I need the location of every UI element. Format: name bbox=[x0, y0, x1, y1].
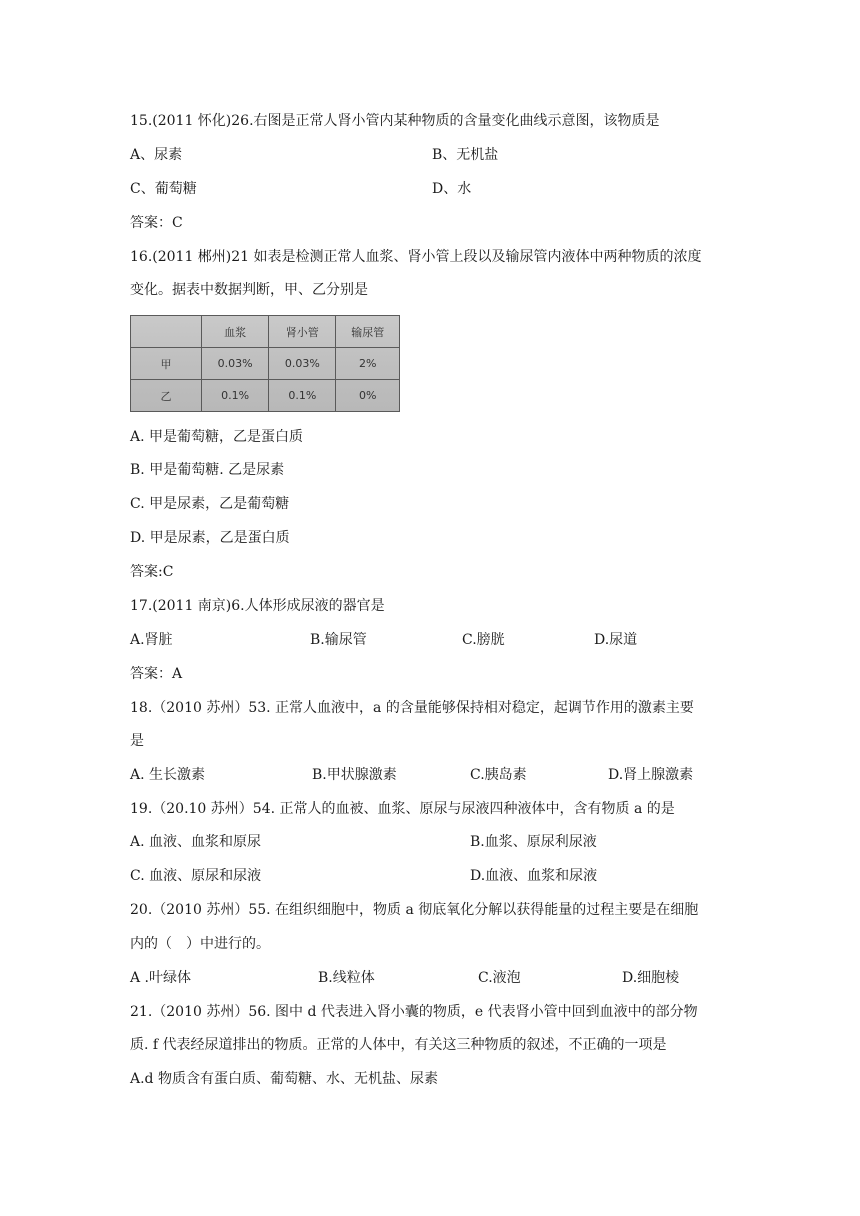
q15-option-b: B、无机盐 bbox=[432, 147, 499, 163]
table-cell: 0.1% bbox=[202, 380, 269, 412]
q20-option-c: C.液泡 bbox=[478, 970, 521, 986]
q16-option-c: C. 甲是尿素，乙是葡萄糖 bbox=[130, 496, 290, 512]
q17-option-b: B.输尿管 bbox=[310, 632, 367, 648]
q15-option-a: A、尿素 bbox=[130, 147, 183, 163]
q18-stem-line2: 是 bbox=[130, 733, 144, 749]
table-row bbox=[131, 348, 400, 380]
table-cell: 2% bbox=[336, 348, 400, 380]
q20-option-d: D.细胞棱 bbox=[622, 970, 680, 986]
table-cell: 0.03% bbox=[269, 348, 336, 380]
table-header-cell bbox=[131, 316, 202, 348]
q15-stem: 15.(2011 怀化)26.右图是正常人肾小管内某种物质的含量变化曲线示意图，该物质是 bbox=[130, 113, 660, 129]
q15-answer: 答案：C bbox=[130, 215, 183, 231]
q18-option-d: D.肾上腺激素 bbox=[608, 767, 694, 783]
concentration-table bbox=[130, 315, 400, 412]
table-header-row bbox=[131, 316, 400, 348]
q20-stem-line2: 内的（ ）中进行的。 bbox=[130, 936, 270, 952]
q21-option-a: A.d 物质含有蛋白质、葡萄糖、水、无机盐、尿素 bbox=[130, 1071, 438, 1087]
q16-table-photo bbox=[130, 315, 400, 411]
q16-stem-line2: 变化。据表中数据判断，甲、乙分别是 bbox=[130, 282, 368, 298]
q16-option-d: D. 甲是尿素，乙是蛋白质 bbox=[130, 530, 290, 546]
q21-stem-line1: 21.（2010 苏州）56. 图中 d 代表进入肾小囊的物质，e 代表肾小管中回到血液中的部分物 bbox=[130, 1004, 698, 1020]
q18-option-c: C.胰岛素 bbox=[470, 767, 527, 783]
q18-option-a: A. 生长激素 bbox=[130, 767, 206, 783]
q19-option-b: B.血浆、原尿利尿液 bbox=[470, 834, 597, 850]
table-header-cell: 肾小管 bbox=[269, 316, 336, 348]
q15-option-c: C、葡萄糖 bbox=[130, 181, 197, 197]
q17-answer: 答案：A bbox=[130, 666, 183, 682]
q19-option-d: D.血液、血浆和尿液 bbox=[470, 868, 598, 884]
q17-option-a: A.肾脏 bbox=[130, 632, 173, 648]
q16-option-b: B. 甲是葡萄糖. 乙是尿素 bbox=[130, 462, 285, 478]
q17-stem: 17.(2011 南京)6.人体形成尿液的器官是 bbox=[130, 598, 385, 614]
q16-answer: 答案:C bbox=[130, 564, 174, 580]
q19-option-c: C. 血液、原尿和尿液 bbox=[130, 868, 262, 884]
q19-stem: 19.（20.10 苏州）54. 正常人的血被、血浆、原尿与尿液四种液体中，含有物质 a 的是 bbox=[130, 801, 675, 817]
table-cell: 乙 bbox=[131, 380, 202, 412]
q19-option-a: A. 血液、血浆和原尿 bbox=[130, 834, 262, 850]
q17-option-c: C.膀胱 bbox=[462, 632, 505, 648]
q20-stem-line1: 20.（2010 苏州）55. 在组织细胞中，物质 a 彻底氧化分解以获得能量的过程主要是在细胞 bbox=[130, 902, 699, 918]
table-row bbox=[131, 380, 400, 412]
q20-option-b: B.线粒体 bbox=[318, 970, 375, 986]
table-cell: 0% bbox=[336, 380, 400, 412]
table-header-cell: 输尿管 bbox=[336, 316, 400, 348]
q17-option-d: D.尿道 bbox=[594, 632, 638, 648]
q15-option-d: D、水 bbox=[432, 181, 472, 197]
q20-option-a: A .叶绿体 bbox=[130, 970, 192, 986]
table-cell: 甲 bbox=[131, 348, 202, 380]
table-cell: 0.03% bbox=[202, 348, 269, 380]
q16-option-a: A. 甲是葡萄糖，乙是蛋白质 bbox=[130, 429, 304, 445]
table-cell: 0.1% bbox=[269, 380, 336, 412]
q18-option-b: B.甲状腺激素 bbox=[312, 767, 397, 783]
q21-stem-line2: 质. f 代表经尿道排出的物质。正常的人体中，有关这三种物质的叙述，不正确的一项是 bbox=[130, 1037, 667, 1053]
q16-stem-line1: 16.(2011 郴州)21 如表是检测正常人血浆、肾小管上段以及输尿管内液体中两种物质的浓度 bbox=[130, 249, 702, 265]
table-header-cell: 血浆 bbox=[202, 316, 269, 348]
q18-stem-line1: 18.（2010 苏州）53. 正常人血液中，a 的含量能够保持相对稳定，起调节作用的激素主要 bbox=[130, 700, 694, 716]
